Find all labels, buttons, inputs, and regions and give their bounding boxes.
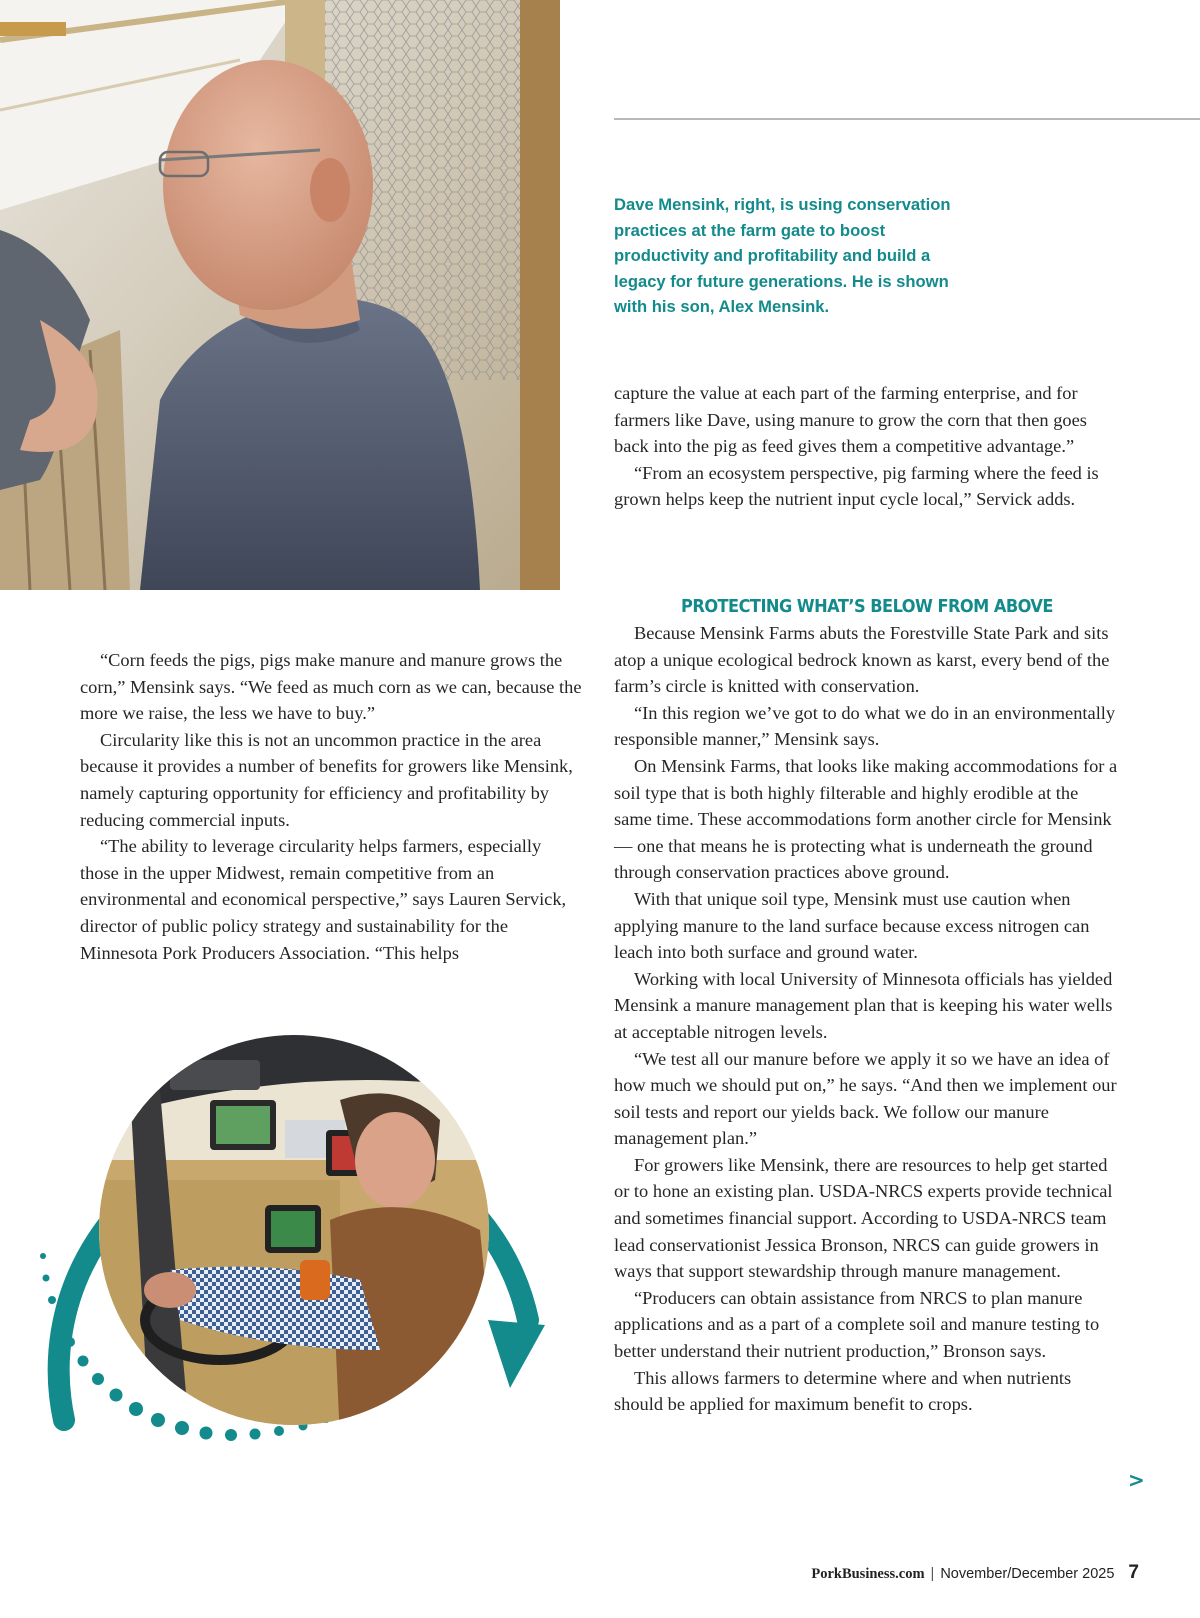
paragraph: “We test all our manure before we apply it so we have an idea of how much we should put on,” he says. “And then we implement our soil tests and report our yields back. We follow our manure management plan.”	[614, 1048, 1117, 1149]
paragraph: “In this region we’ve got to do what we do in an environmentally responsible manner,” Mensink says.	[614, 702, 1116, 750]
right-column-section	[614, 620, 1120, 1418]
continue-arrow-icon: >	[1128, 1468, 1145, 1492]
section-heading: PROTECTING WHAT’S BELOW FROM ABOVE	[681, 596, 1053, 617]
paragraph: Working with local University of Minnesota officials has yielded Mensink a manure management plan that is keeping his water wells at acceptable nitrogen levels.	[614, 968, 1113, 1042]
tractor-cab-photo	[40, 990, 580, 1530]
paragraph: This allows farmers to determine where and when nutrients should be applied for maximum benefit to crops.	[614, 1367, 1072, 1415]
top-rule	[614, 118, 1200, 120]
right-column-top	[614, 380, 1120, 513]
paragraph: “Producers can obtain assistance from NRCS to plan manure applications and as a part of a complete soil and manure testing to better understand their nutrient production,” Bronson says.	[614, 1287, 1100, 1362]
paragraph: “From an ecosystem perspective, pig farming where the feed is grown helps keep the nutrient input cycle local,” Servick adds.	[614, 462, 1099, 510]
paragraph: “The ability to leverage circularity helps farmers, especially those in the upper Midwest, remain competitive from an environmental and economical perspective,” says Lauren Servick, director of public policy strategy and sustainability for the Minnesota Pork Producers Association. “This helps	[80, 836, 567, 963]
footer-site: PorkBusiness.com	[811, 1566, 925, 1582]
footer-separator: |	[930, 1566, 935, 1582]
paragraph: With that unique soil type, Mensink must use caution when applying manure to the land surface because excess nitrogen can leach into both surface and ground water.	[614, 888, 1090, 963]
footer-issue: November/December 2025	[940, 1566, 1115, 1582]
paragraph: Circularity like this is not an uncommon practice in the area because it provides a number of benefits for growers like Mensink, namely capturing opportunity for efficiency and profitability by reducing commercial inputs.	[80, 729, 573, 830]
paragraph: Because Mensink Farms abuts the Forestville State Park and sits atop a unique ecological bedrock known as karst, every bend of the farm’s circle is knitted with conservation.	[614, 623, 1110, 697]
left-column	[80, 647, 583, 966]
paragraph: For growers like Mensink, there are resources to help get started or to hone an existing plan. USDA-NRCS experts provide technical and sometimes financial support. According to USDA-NRCS team lead conservationist Jessica Bronson, NRCS can guide growers in ways that support stewardship through manure management.	[614, 1154, 1113, 1282]
paragraph: “Corn feeds the pigs, pigs make manure and manure grows the corn,” Mensink says. “We feed as much corn as we can, because the more we raise, the less we have to buy.”	[80, 650, 582, 724]
paragraph: capture the value at each part of the farming enterprise, and for farmers like Dave, using manure to grow the corn that then goes back into the pig as feed gives them a competitive advantage.”	[614, 383, 1087, 457]
photo-caption: Dave Mensink, right, is using conservation practices at the farm gate to boost productivity and profitability and build a legacy for future generations. He is shown with his son, Alex Mensink.	[614, 195, 951, 317]
page-footer	[811, 1562, 1139, 1584]
top-photo	[0, 0, 560, 590]
paragraph: On Mensink Farms, that looks like making accommodations for a soil type that is both highly filterable and highly erodible at the same time. These accommodations form another circle for Mensink — one that means he is protecting what is underneath the ground through conservation practices above ground.	[614, 755, 1118, 883]
page-number: 7	[1128, 1562, 1139, 1583]
